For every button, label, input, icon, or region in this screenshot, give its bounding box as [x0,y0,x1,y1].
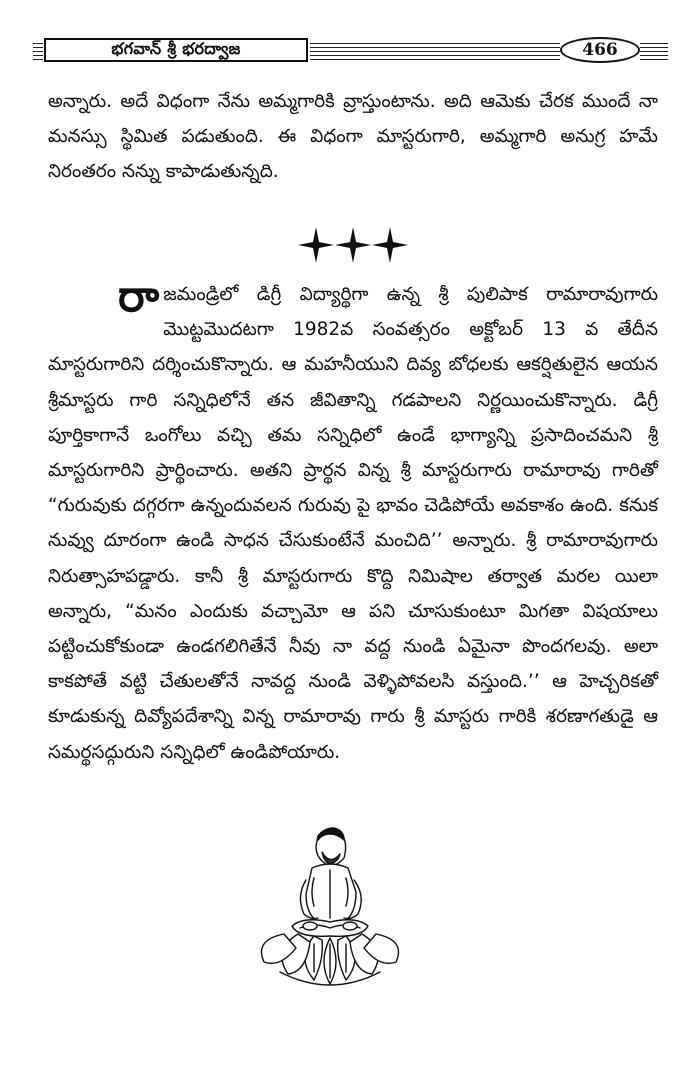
page-number-text: 466 [582,40,618,60]
four-point-star-icon [298,227,334,263]
four-point-star-icon [372,227,408,263]
four-point-star-icon [335,227,371,263]
page-number [560,37,640,63]
header-rule-left [33,40,43,62]
header-rule-middle [310,40,560,62]
ornament-divider [298,223,408,267]
paragraph-2-text: జమండ్రిలో డిగ్రీ విద్యార్థిగా ఉన్న శ్రీ పులిపాక రామారావుగారు మొట్టమొదటగా 1982వ సంవత్సరం అక్టోబర్ 13 వ తేదీన మాస్టరుగారిని దర్శించుకొన్నారు. ఆ మహనీయుని దివ్య బోధలకు ఆకర్షితులైన ఆయన శ్రీమాస్టరు గారి సన్నిధిలోనే తన జీవితాన్ని గడపాలని నిర్ణయించుకొన్నారు. డిగ్రీ పూర్తికాగానే ఒంగోలు వచ్చి తమ సన్నిధిలో ఉండే భాగ్యాన్ని ప్రసాదించమని శ్రీ మాస్టరుగారిని ప్రార్థించారు. అతని ప్రార్థన విన్న శ్రీ మాస్టరుగారు రామారావు గారితో “గురువుకు దగ్గరగా ఉన్నందువలన గురువు పై భావం చెడిపోయే అవకాశం ఉంది. కనుక నువ్వు దూరంగా ఉండి సాధన చేసుకుంటేనే మంచిది’’ అన్నారు. శ్రీ రామారావుగారు నిరుత్సాహపడ్డారు. కానీ శ్రీ మాస్టరుగారు కొద్ది నిమిషాల తర్వాత మరల యిలా అన్నారు, “మనం ఎందుకు వచ్చామో ఆ పని చూసుకుంటూ మిగతా విషయాలు పట్టించుకోకుండా ఉండగలిగితేనే నీవు నా వద్ద నుండి ఏమైనా పొందగలవు. అలా కాకపోతే వట్టి చేతులతోనే నావద్ద నుండి వెళ్ళిపోవలసి వస్తుంది.’’ ఆ హెచ్చరికతో కూడుకున్న దివ్యోపదేశాన్ని విన్న రామారావు గారు శ్రీ మాస్టరు గారికి శరణాగతుడై ఆ సమర్థసద్గురుని సన్నిధిలో ఉండిపోయారు. [48,284,658,763]
header-title-text: భగవాన్ శ్రీ భరద్వాజ [111,38,241,58]
master-on-lotus-illustration [244,822,416,992]
running-header-title [44,38,308,62]
header-rule-right [640,40,668,62]
paragraph-2 [48,271,658,770]
paragraph-1: అన్నారు. అదే విధంగా నేను అమ్మగారికి వ్రాస్తుంటాను. అది ఆమెకు చేరక ముందే నా మనస్సు స్థిమిత పడుతుంది. ఈ విధంగా మాస్టరుగారి, అమ్మగారి అనుగ్ర హమే నిరంతరం నన్ను కాపాడుతున్నది. [48,91,658,183]
drop-cap: రా [118,271,160,322]
